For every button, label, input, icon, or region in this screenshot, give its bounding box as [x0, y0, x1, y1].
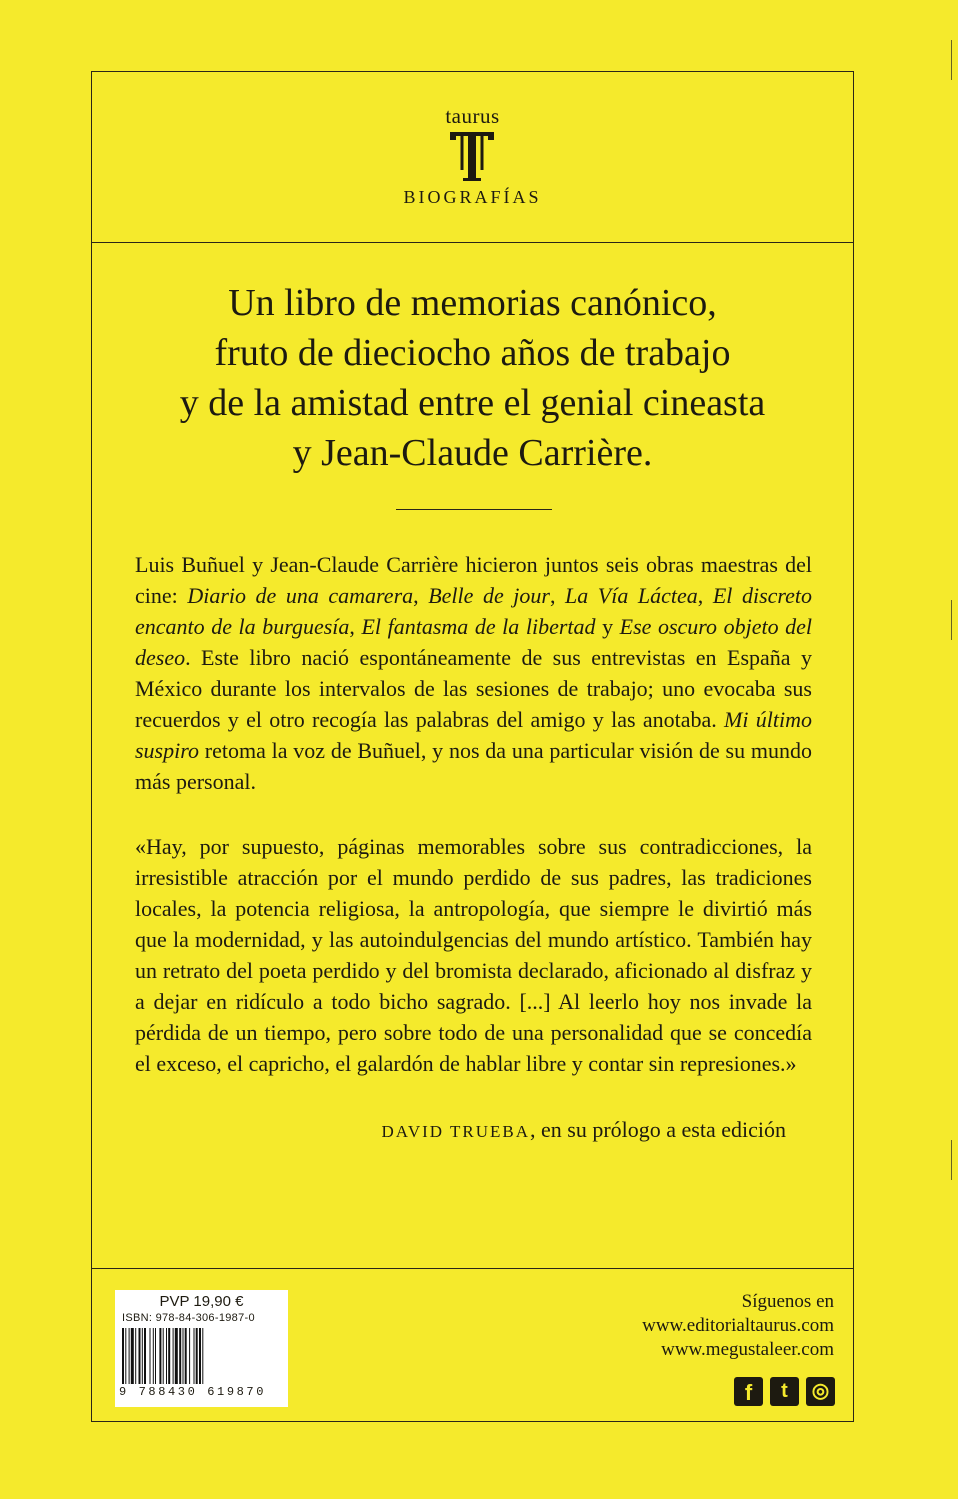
barcode-bar: [135, 1328, 136, 1384]
barcode-bar: [159, 1328, 161, 1384]
barcode-digits: 9 788430 619870: [119, 1385, 267, 1399]
barcode-bar: [129, 1328, 130, 1384]
website-link[interactable]: www.editorialtaurus.com: [642, 1315, 834, 1336]
social-icons: [734, 1377, 836, 1407]
barcode-bar: [122, 1328, 124, 1384]
barcode-bar: [125, 1328, 126, 1384]
barcode-bar: [183, 1328, 184, 1384]
film-title: La Vía Láctea: [565, 583, 698, 608]
publisher-name: taurus: [445, 104, 500, 128]
twitter-icon[interactable]: t: [770, 1377, 799, 1406]
barcode-bar: [179, 1328, 181, 1384]
price: PVP 19,90 €: [159, 1293, 244, 1310]
follow-block: [642, 1290, 834, 1362]
tagline-line: y de la amistad entre el genial cineasta: [179, 382, 766, 424]
follow-label: Síguenos en: [741, 1291, 834, 1312]
tagline-line: Un libro de memorias canónico,: [228, 282, 717, 324]
instagram-icon[interactable]: ◎: [806, 1377, 835, 1406]
barcode-bar: [150, 1328, 151, 1384]
barcode-bar: [199, 1328, 201, 1384]
barcode-bar: [202, 1328, 203, 1384]
book-title: Mi último suspiro: [135, 707, 813, 763]
barcode-bar: [173, 1328, 174, 1384]
barcode-bar: [163, 1328, 164, 1384]
synopsis-paragraph: Luis Buñuel y Jean-Claude Carrière hicieron juntos seis obras maestras del cine: Diario de una camarera, Belle de jour, La Vía Láctea, El discreto encanto de la burguesía, El fantasma de la libertad y Ese oscuro objeto del deseo. Este libro nació espontáneamente de sus entrevistas en España y México durante los intervalos de las sesiones de trabajo; uno evocaba sus recuerdos y el otro recogía las palabras del amigo y las anotaba. Mi último suspiro retoma la voz de Buñuel, y nos da una particular visión de su mundo más personal.: [135, 552, 813, 794]
website-link[interactable]: www.megustaleer.com: [661, 1339, 834, 1360]
ornamental-rule: [396, 509, 552, 510]
edge-mark: [951, 600, 958, 640]
barcode-bar: [144, 1328, 146, 1384]
barcode-bar: [194, 1328, 195, 1384]
attribution-name: DAVID TRUEBA: [381, 1122, 530, 1141]
film-title: Belle de jour: [428, 583, 550, 608]
isbn: ISBN: 978-84-306-1987-0: [122, 1312, 255, 1324]
film-title: Diario de una camarera: [187, 583, 414, 608]
quote-attribution: DAVID TRUEBA, en su prólogo a esta edición: [381, 1117, 786, 1142]
barcode-bar: [131, 1328, 134, 1384]
taurus-t-logo-icon: [448, 130, 496, 182]
series-name: BIOGRAFÍAS: [403, 187, 542, 207]
barcode-label: [115, 1290, 288, 1407]
barcode-bar: [196, 1328, 198, 1384]
barcode-bar: [139, 1328, 141, 1384]
publisher-header: [91, 71, 854, 243]
edge-mark: [951, 40, 958, 80]
film-title: El discreto encanto de la burguesía: [135, 583, 813, 639]
barcode-bar: [155, 1328, 156, 1384]
barcode-bar: [142, 1328, 143, 1384]
facebook-icon[interactable]: f: [734, 1377, 763, 1406]
barcode-bar: [153, 1328, 154, 1384]
barcode-bar: [175, 1328, 178, 1384]
barcode: [122, 1328, 282, 1388]
film-title: Ese oscuro objeto del deseo: [135, 614, 813, 670]
barcode-bar: [168, 1328, 170, 1384]
edge-mark: [951, 1140, 958, 1180]
film-title: El fantasma de la libertad: [361, 614, 596, 639]
barcode-bar: [189, 1328, 190, 1384]
barcode-bar: [166, 1328, 167, 1384]
tagline-line: y Jean-Claude Carrière.: [292, 432, 653, 474]
tagline-line: fruto de dieciocho años de trabajo: [214, 332, 731, 374]
footer-divider: [91, 1268, 854, 1269]
tagline: [91, 278, 854, 478]
quote-paragraph: «Hay, por supuesto, páginas memorables sobre sus contradicciones, la irresistible atracción por el mundo perdido de sus padres, las tradiciones locales, la potencia religiosa, la antropología, que siempre le divirtió más que la modernidad, y las autoindulgencias del mundo artístico. También hay un retrato del poeta perdido y del bromista declarado, aficionado al disfraz y a dejar en ridículo a todo bicho sagrado. [...] Al leerlo hoy nos invade la pérdida de un tiempo, pero sobre todo de una personalidad que se concedía el exceso, el capricho, el galardón de hablar libre y contar sin represiones.»: [135, 834, 812, 1076]
barcode-bar: [185, 1328, 187, 1384]
